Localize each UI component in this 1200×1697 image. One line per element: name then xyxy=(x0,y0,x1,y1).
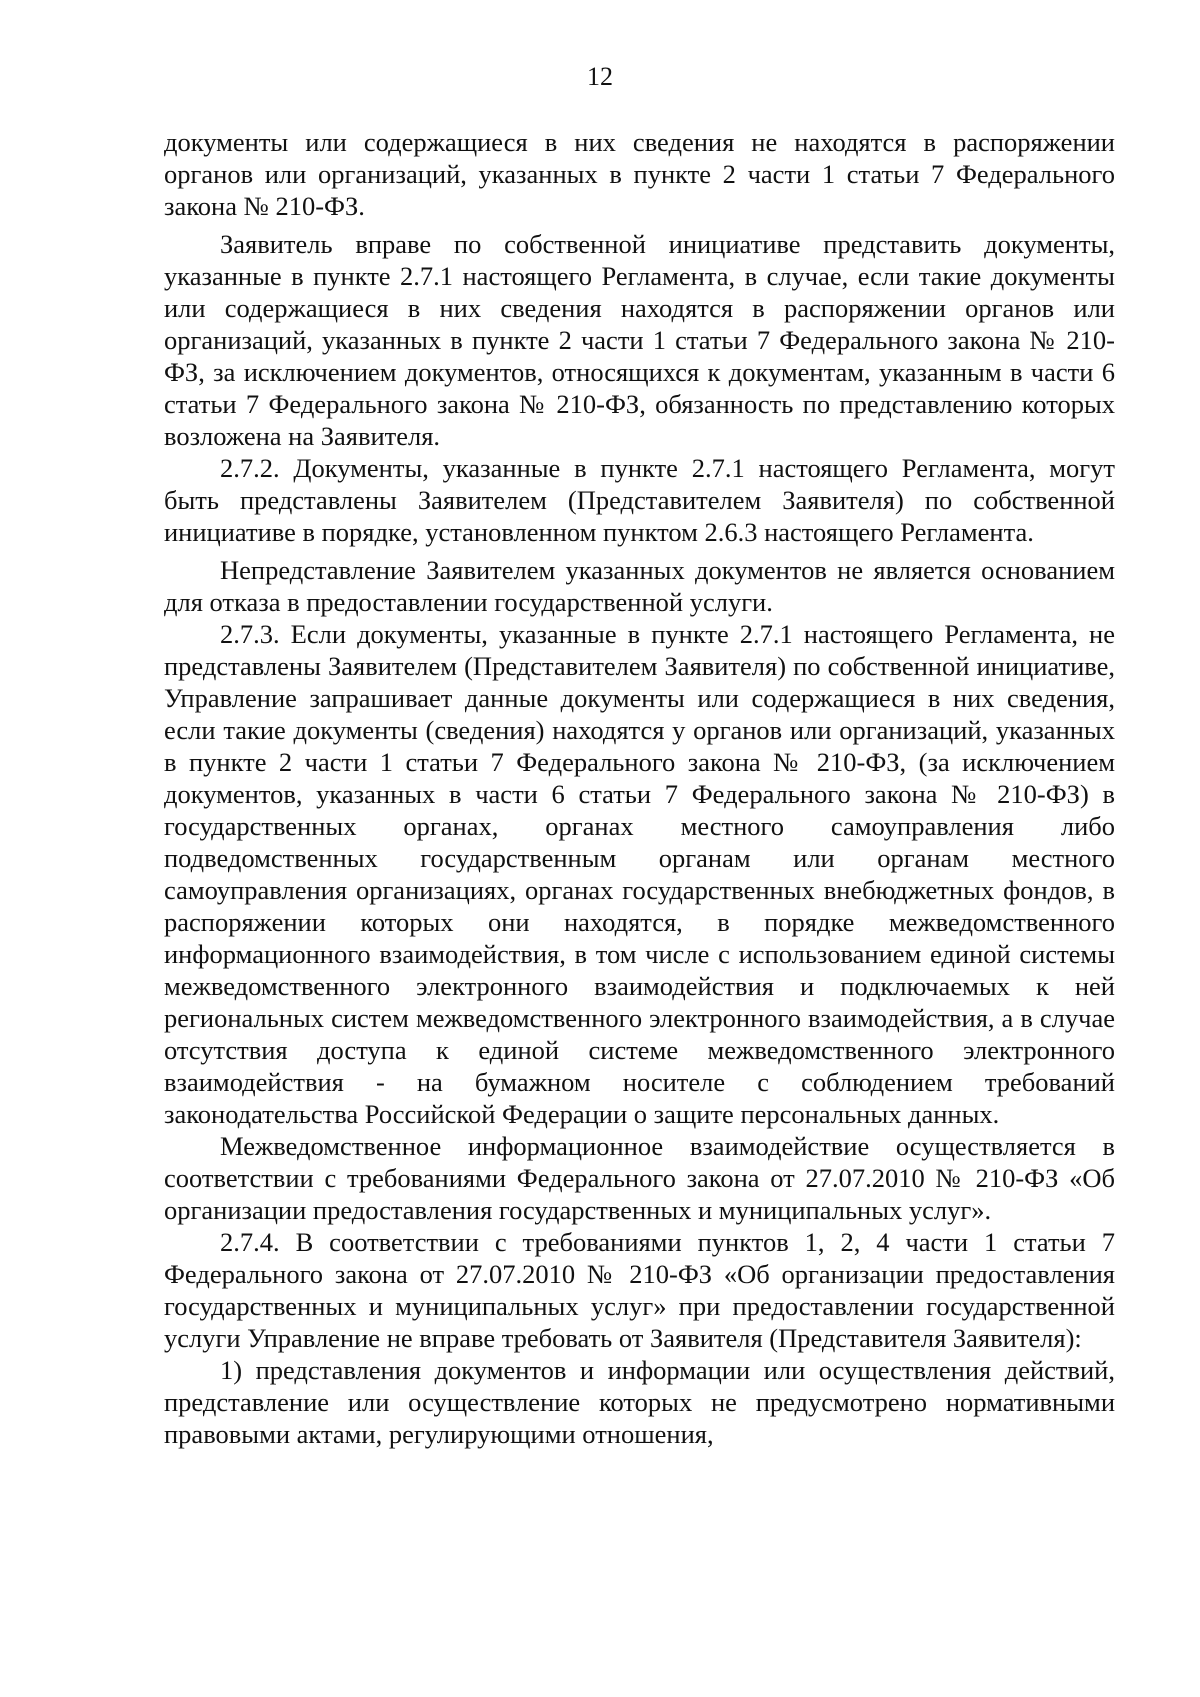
paragraph-non-submission: Непредставление Заявителем указанных документов не является основанием для отказа в предоставлении государственной услуги. xyxy=(164,555,1115,617)
paragraph-applicant-right: Заявитель вправе по собственной инициативе представить документы, указанные в пункте 2.7.1 настоящего Регламента, в случае, если такие документы или содержащиеся в них сведения находятся в распоряжении органов или организаций, указанных в пункте 2 части 1 статьи 7 Федерального закона № 210-ФЗ, за исключением документов, относящихся к документам, указанным в части 6 статьи 7 Федерального закона № 210-ФЗ, обязанность по представлению которых возложена на Заявителя. xyxy=(164,229,1115,451)
page-number: 12 xyxy=(587,62,613,91)
document-body xyxy=(164,126,1115,1450)
paragraph-continuation: документы или содержащиеся в них сведения не находятся в распоряжении органов или организаций, указанных в пункте 2 части 1 статьи 7 Федерального закона № 210-ФЗ. xyxy=(164,127,1115,221)
paragraph-2-7-2: 2.7.2. Документы, указанные в пункте 2.7.1 настоящего Регламента, могут быть представлены Заявителем (Представителем Заявителя) по собственной инициативе в порядке, установленном пунктом 2.6.3 настоящего Регламента. xyxy=(164,453,1115,547)
paragraph-2-7-3: 2.7.3. Если документы, указанные в пункте 2.7.1 настоящего Регламента, не представлены Заявителем (Представителем Заявителя) по собственной инициативе, Управление запрашивает данные документы или содержащиеся в них сведения, если такие документы (сведения) находятся у органов или организаций, указанных в пункте 2 части 1 статьи 7 Федерального закона № 210-ФЗ, (за исключением документов, указанных в части 6 статьи 7 Федерального закона № 210-ФЗ) в государственных органах, органах местного самоуправления либо подведомственных государственным органам или органам местного самоуправления организациях, органах государственных внебюджетных фондов, в распоряжении которых они находятся, в порядке межведомственного информационного взаимодействия, в том числе с использованием единой системы межведомственного электронного взаимодействия и подключаемых к ней региональных систем межведомственного электронного взаимодействия, а в случае отсутствия доступа к единой системе межведомственного электронного взаимодействия - на бумажном носителе с соблюдением требований законодательства Российской Федерации о защите персональных данных. xyxy=(164,619,1115,1129)
paragraph-2-7-4: 2.7.4. В соответствии с требованиями пунктов 1, 2, 4 части 1 статьи 7 Федерального закона от 27.07.2010 № 210-ФЗ «Об организации предоставления государственных и муниципальных услуг» при предоставлении государственной услуги Управление не вправе требовать от Заявителя (Представителя Заявителя): xyxy=(164,1227,1115,1353)
paragraph-item-1: 1) представления документов и информации или осуществления действий, представление или осуществление которых не предусмотрено нормативными правовыми актами, регулирующими отношения, xyxy=(164,1355,1115,1449)
paragraph-interagency: Межведомственное информационное взаимодействие осуществляется в соответствии с требованиями Федерального закона от 27.07.2010 № 210-ФЗ «Об организации предоставления государственных и муниципальных услуг». xyxy=(164,1131,1115,1225)
